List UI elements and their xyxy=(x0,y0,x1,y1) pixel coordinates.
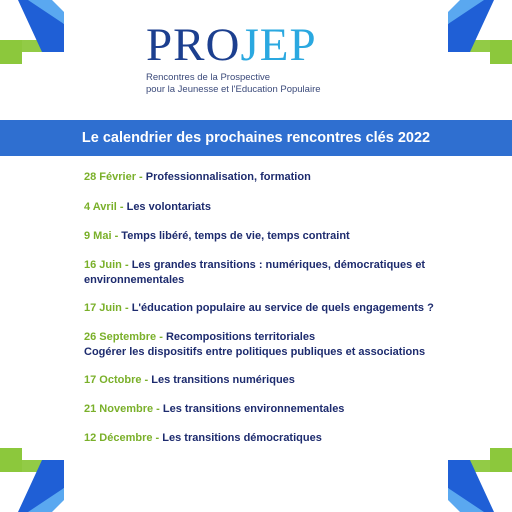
event-date: 4 Avril xyxy=(84,201,117,213)
logo-subtitle xyxy=(146,72,321,96)
logo-subtitle-line2: pour la Jeunesse et l'Education Populaire xyxy=(146,84,321,95)
logo-wordmark xyxy=(146,18,317,72)
event-date: 26 Septembre xyxy=(84,331,157,343)
event-separator: - xyxy=(156,331,166,343)
event-separator: - xyxy=(141,374,152,386)
event-item xyxy=(84,431,322,446)
event-topic-continuation: Cogérer les dispositifs entre politiques publiques et associations xyxy=(84,346,426,358)
event-separator: - xyxy=(111,230,122,242)
event-topic: Les grandes transitions : numériques, démocratiques et xyxy=(131,259,426,271)
logo-jep: JEP xyxy=(240,19,317,71)
event-item xyxy=(84,301,434,316)
event-topic: L'éducation populaire au service de quels engagements ? xyxy=(131,302,434,314)
event-date: 28 Février xyxy=(84,171,136,183)
logo-subtitle-line1: Rencontres de la Prospective xyxy=(146,72,271,83)
event-item xyxy=(84,373,295,388)
event-first-line xyxy=(84,258,425,273)
event-topic: Recompositions territoriales xyxy=(165,331,316,343)
event-first-line xyxy=(84,229,350,244)
corner-emblem-bottom-left xyxy=(0,448,64,512)
event-separator: - xyxy=(121,259,132,271)
event-first-line xyxy=(84,170,311,185)
event-item xyxy=(84,258,425,288)
event-topic: Les volontariats xyxy=(126,201,211,213)
event-topic: Professionnalisation, formation xyxy=(145,171,311,183)
event-separator: - xyxy=(116,201,127,213)
event-item xyxy=(84,170,311,185)
event-item xyxy=(84,330,425,360)
event-separator: - xyxy=(153,403,163,415)
projep-logo xyxy=(146,18,376,108)
event-date: 16 Juin xyxy=(84,259,122,271)
event-first-line xyxy=(84,200,211,215)
event-item xyxy=(84,200,211,215)
event-date: 21 Novembre xyxy=(84,403,154,415)
event-date: 17 Octobre xyxy=(84,374,142,386)
event-item xyxy=(84,229,350,244)
corner-emblem-bottom-right xyxy=(448,448,512,512)
event-first-line xyxy=(84,330,425,345)
corner-emblem-top-left xyxy=(0,0,64,64)
event-topic: Les transitions environnementales xyxy=(162,403,345,415)
corner-emblem-top-right xyxy=(448,0,512,64)
event-date: 12 Décembre xyxy=(84,432,153,444)
event-topic: Temps libéré, temps de vie, temps contraint xyxy=(121,230,350,242)
event-item xyxy=(84,402,344,417)
event-date: 9 Mai xyxy=(84,230,112,242)
title-banner xyxy=(0,120,512,156)
event-separator: - xyxy=(135,171,146,183)
logo-pro: PRO xyxy=(146,19,241,71)
event-first-line xyxy=(84,431,322,446)
event-first-line xyxy=(84,373,295,388)
banner-title: Le calendrier des prochaines rencontres clés 2022 xyxy=(81,130,431,146)
event-topic: Les transitions démocratiques xyxy=(162,432,322,444)
event-separator: - xyxy=(121,302,132,314)
event-date: 17 Juin xyxy=(84,302,122,314)
event-topic-continuation: environnementales xyxy=(84,274,185,286)
event-topic: Les transitions numériques xyxy=(151,374,295,386)
event-first-line xyxy=(84,301,434,316)
event-separator: - xyxy=(152,432,163,444)
event-first-line xyxy=(84,402,344,417)
